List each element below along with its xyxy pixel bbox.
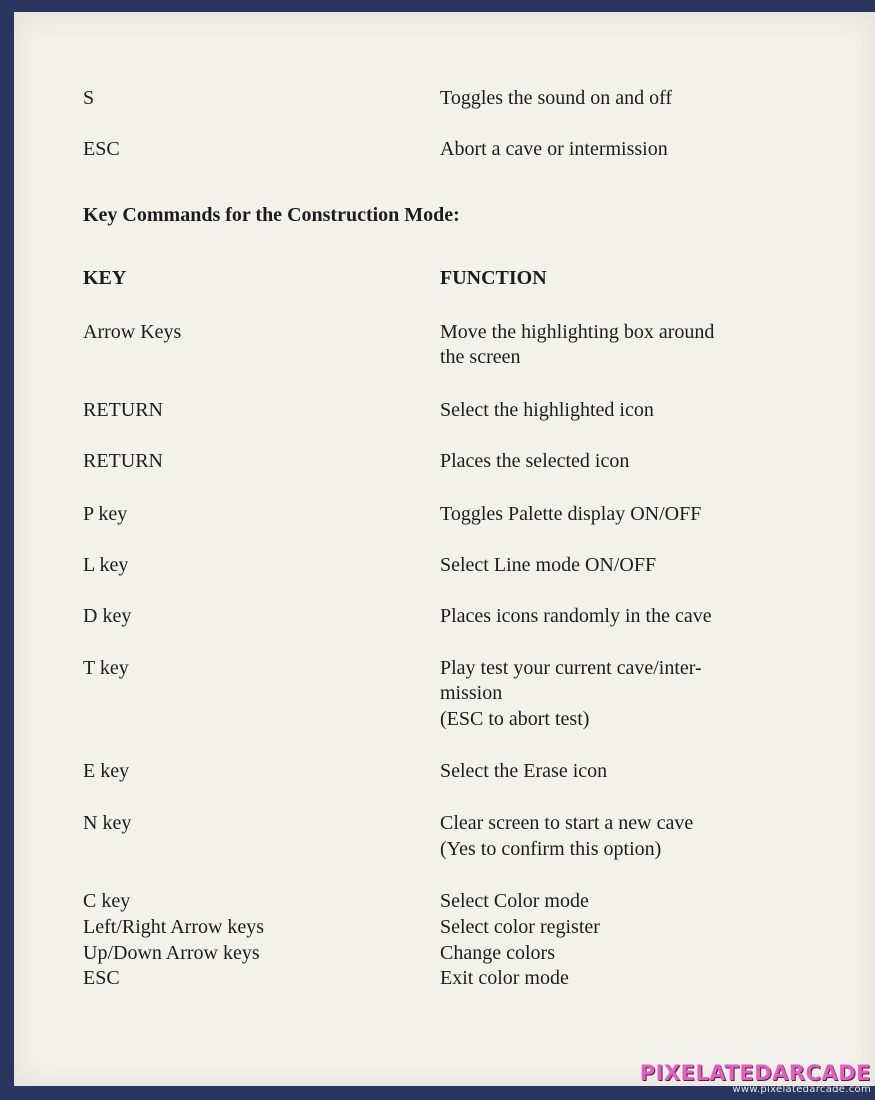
key-esc: ESC [83, 138, 120, 160]
watermark [640, 1062, 871, 1096]
function-line: Clear screen to start a new cave [440, 812, 694, 834]
function-line: Select Color mode [440, 890, 589, 912]
key-s: S [83, 87, 95, 109]
function-line: (Yes to confirm this option) [440, 838, 662, 860]
function-abort-cave: Abort a cave or intermission [440, 138, 668, 160]
key-l: L key [83, 554, 129, 576]
manual-page [14, 12, 875, 1086]
function-line: Toggles Palette display ON/OFF [440, 503, 702, 525]
key-arrow-keys: Arrow Keys [83, 321, 182, 343]
key-d: D key [83, 605, 132, 627]
key-up-down-arrows: Up/Down Arrow keys [83, 942, 260, 964]
key-return: RETURN [83, 450, 163, 472]
key-t: T key [83, 657, 129, 679]
key-left-right-arrows: Left/Right Arrow keys [83, 916, 265, 938]
key-e: E key [83, 760, 130, 782]
key-c: C key [83, 890, 131, 912]
function-line: Select Line mode ON/OFF [440, 554, 657, 576]
function-line: (ESC to abort test) [440, 708, 590, 730]
column-header-key: KEY [83, 267, 127, 289]
function-line: Select color register [440, 916, 600, 938]
function-line: mission [440, 682, 503, 704]
function-line: Change colors [440, 942, 555, 964]
function-line: the screen [440, 346, 521, 368]
function-line: Select the Erase icon [440, 760, 608, 782]
function-line: Places icons randomly in the cave [440, 605, 712, 627]
watermark-url: www.pixelatedarcade.com [732, 1084, 871, 1095]
key-return: RETURN [83, 399, 163, 421]
function-line: Select the highlighted icon [440, 399, 654, 421]
function-line: Move the highlighting box around [440, 321, 715, 343]
function-line: Play test your current cave/inter- [440, 657, 702, 679]
function-line: Places the selected icon [440, 450, 630, 472]
key-n: N key [83, 812, 132, 834]
function-toggle-sound: Toggles the sound on and off [440, 87, 673, 109]
section-heading: Key Commands for the Construction Mode: [83, 204, 460, 226]
column-header-function: FUNCTION [440, 267, 547, 289]
key-esc-color: ESC [83, 967, 120, 989]
watermark-brand: PIXELATEDARCADE [639, 1061, 871, 1085]
key-p: P key [83, 503, 128, 525]
function-line: Exit color mode [440, 967, 569, 989]
